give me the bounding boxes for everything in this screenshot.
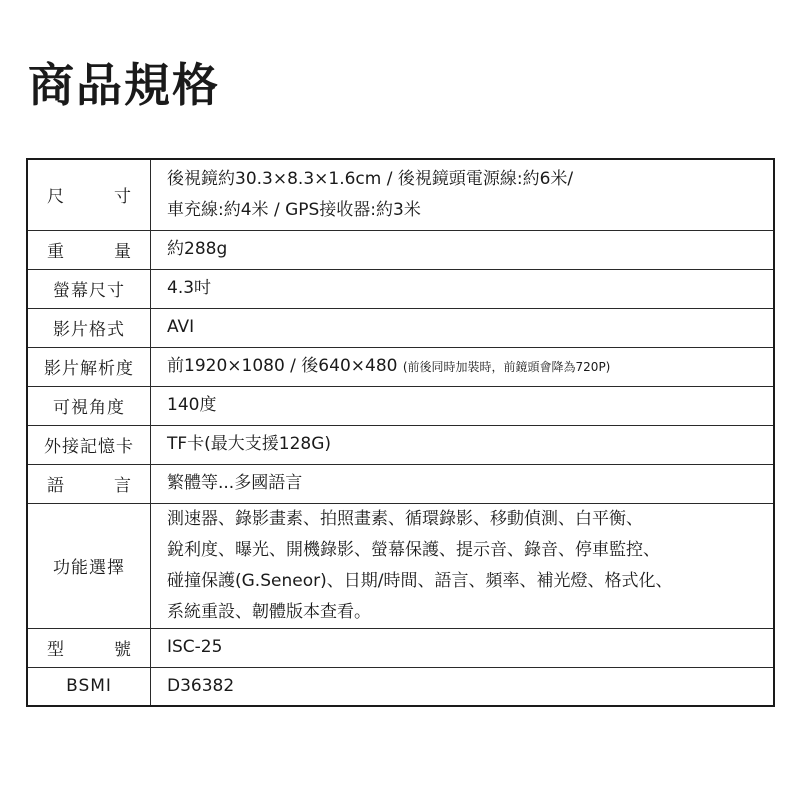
spec-row-weight xyxy=(27,230,774,269)
spec-label: 影片格式 xyxy=(53,320,125,340)
spec-value-cell xyxy=(151,386,775,425)
spec-value-cell xyxy=(151,230,775,269)
spec-label-cell xyxy=(27,464,151,503)
spec-label-cell xyxy=(27,269,151,308)
spec-value-cell xyxy=(151,159,775,230)
spec-label: 可視角度 xyxy=(53,398,125,418)
spec-row-screen-size xyxy=(27,269,774,308)
spec-label-cell xyxy=(27,230,151,269)
spec-value-cell xyxy=(151,503,775,628)
spec-row-resolution xyxy=(27,347,774,386)
spec-label: 尺寸 xyxy=(47,187,131,208)
spec-label-cell xyxy=(27,386,151,425)
spec-value-line: 系統重設、韌體版本查看。 xyxy=(167,601,371,622)
spec-value-cell xyxy=(151,628,775,667)
spec-label-cell xyxy=(27,347,151,386)
spec-label: BSMI xyxy=(66,676,112,697)
page-title: 商品規格 xyxy=(28,58,220,112)
spec-value-line: 碰撞保護(G.Seneor)、日期/時間、語言、頻率、補光燈、格式化、 xyxy=(167,570,673,591)
spec-value-cell xyxy=(151,464,775,503)
spec-value-cell xyxy=(151,667,775,706)
spec-value-cell xyxy=(151,269,775,308)
spec-row-bsmi xyxy=(27,667,774,706)
spec-label-cell xyxy=(27,667,151,706)
spec-value-line: 後視鏡約30.3×8.3×1.6cm / 後視鏡頭電源線:約6米/ xyxy=(167,168,574,189)
spec-row-functions xyxy=(27,503,774,628)
spec-row-video-format xyxy=(27,308,774,347)
spec-label: 外接記憶卡 xyxy=(44,437,134,457)
spec-label-cell xyxy=(27,159,151,230)
spec-row-model xyxy=(27,628,774,667)
spec-value-cell xyxy=(151,347,775,386)
spec-value-line: 測速器、錄影畫素、拍照畫素、循環錄影、移動偵測、白平衡、 xyxy=(167,508,643,529)
spec-label: 重量 xyxy=(47,242,131,262)
spec-label: 型號 xyxy=(47,640,131,660)
spec-label-cell xyxy=(27,425,151,464)
spec-value: TF卡(最大支援128G) xyxy=(167,434,332,454)
spec-value-line: 銳利度、曝光、開機錄影、螢幕保護、提示音、錄音、停車監控、 xyxy=(167,539,660,560)
spec-value-cell xyxy=(151,425,775,464)
spec-label: 功能選擇 xyxy=(53,558,125,578)
spec-value: AVI xyxy=(167,317,195,337)
spec-row-view-angle xyxy=(27,386,774,425)
spec-value: 4.3吋 xyxy=(167,278,212,298)
spec-note: (前後同時加裝時，前鏡頭會降為720P) xyxy=(402,359,611,374)
spec-label-cell xyxy=(27,628,151,667)
spec-row-language xyxy=(27,464,774,503)
spec-value: 前1920×1080 / 後640×480 xyxy=(167,355,398,376)
spec-value-line: 車充線:約4米 / GPS接收器:約3米 xyxy=(167,199,421,220)
spec-value: ISC-25 xyxy=(167,637,223,657)
spec-label-cell xyxy=(27,503,151,628)
spec-value-cell xyxy=(151,308,775,347)
spec-value: D36382 xyxy=(167,675,235,696)
spec-row-memory-card xyxy=(27,425,774,464)
spec-value: 繁體等...多國語言 xyxy=(167,473,303,493)
spec-value: 約288g xyxy=(167,239,228,259)
spec-label: 螢幕尺寸 xyxy=(53,281,125,301)
spec-label-cell xyxy=(27,308,151,347)
spec-label: 語言 xyxy=(47,476,131,496)
spec-row-size xyxy=(27,159,774,230)
spec-value: 140度 xyxy=(167,395,217,415)
spec-table xyxy=(26,158,775,707)
spec-label: 影片解析度 xyxy=(44,359,134,379)
